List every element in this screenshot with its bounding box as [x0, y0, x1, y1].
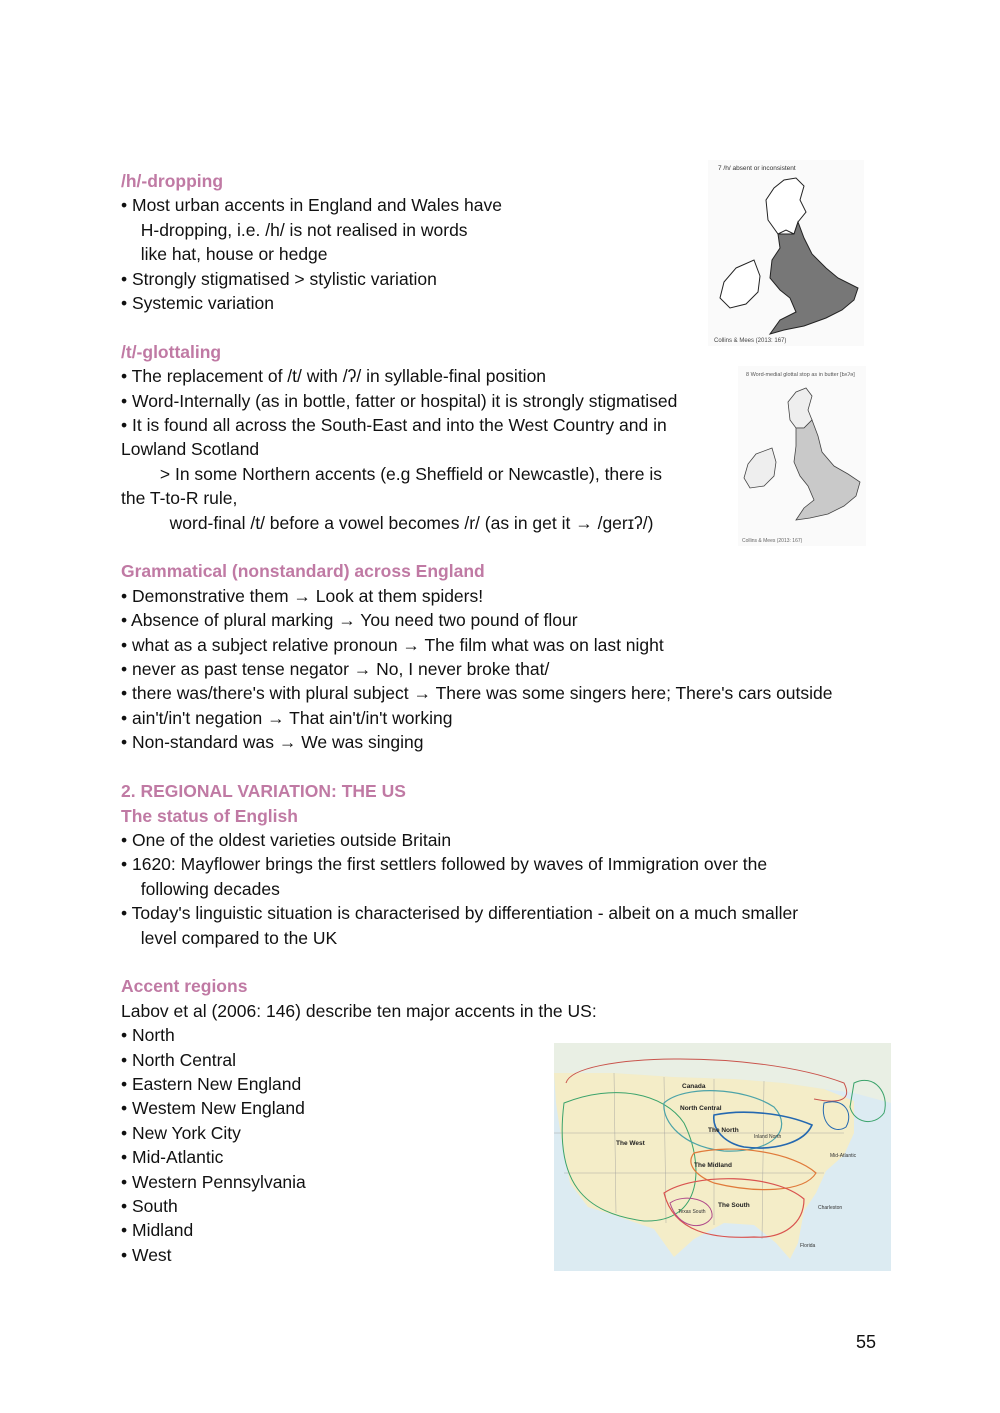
map-label: The West: [616, 1140, 645, 1147]
map-label: North Central: [680, 1105, 722, 1112]
h-dropping-line: like hat, house or hedge: [131, 244, 328, 264]
grammatical-line: • Non-standard was → We was singing: [121, 732, 424, 752]
accent-list-item: • South: [121, 1196, 178, 1216]
t-glottaling-line: • The replacement of /t/ with /ʔ/ in syllable-final position: [121, 366, 547, 386]
t-glottaling-line: • Word-Internally (as in bottle, fatter or hospital) it is strongly stigmatised: [121, 391, 678, 411]
grammatical-line: • what as a subject relative pronoun → The film what was on last night: [121, 635, 664, 655]
us-status-line: • Today's linguistic situation is characterised by differentiation - albeit on a much smaller: [121, 903, 799, 923]
map-label: Charleston: [818, 1205, 843, 1211]
grammatical-line: • ain't/in't negation → That ain't/in't working: [121, 708, 453, 728]
accent-list-item: • North Central: [121, 1050, 237, 1070]
h-dropping-line: • Most urban accents in England and Wales have: [121, 195, 502, 215]
accent-list-item: • North: [121, 1025, 175, 1045]
us-accent-map-figure: [554, 1043, 891, 1271]
t-glottaling-line: • It is found all across the South-East and into the West Country and in: [121, 415, 667, 435]
accent-list-item: • Westem New England: [121, 1098, 305, 1118]
h-dropping-line: • Systemic variation: [121, 293, 274, 313]
us-section-heading: 2. REGIONAL VARIATION: THE US: [121, 781, 406, 801]
map-label: Texas South: [678, 1209, 706, 1215]
accent-list-item: • Western Pennsylvania: [121, 1172, 306, 1192]
accent-list-item: • New York City: [121, 1123, 241, 1143]
accent-list-item: • West: [121, 1245, 172, 1265]
t-glottaling-title: /t/-glottaling: [121, 342, 222, 362]
map-label: Canada: [682, 1083, 706, 1090]
accent-regions-intro: Labov et al (2006: 146) describe ten major accents in the US:: [121, 1001, 597, 1021]
map-label: The South: [718, 1202, 750, 1209]
map-label: Inland North: [754, 1134, 782, 1140]
grammatical-title: Grammatical (nonstandard) across England: [121, 561, 485, 581]
figure-caption: 8 Word-medial glottal stop as in butter [bʌʔə]: [746, 372, 855, 378]
map-label: The North: [708, 1127, 739, 1134]
t-glottaling-line: the T-to-R rule,: [121, 488, 238, 508]
us-status-line: • 1620: Mayflower brings the first settlers followed by waves of Immigration over the: [121, 854, 768, 874]
grammatical-line: • Absence of plural marking → You need two pound of flour: [121, 610, 578, 630]
us-status-line: • One of the oldest varieties outside Britain: [121, 830, 452, 850]
map-label: Florida: [800, 1243, 816, 1249]
figure-caption: 7 /h/ absent or inconsistent: [718, 165, 796, 172]
t-glottaling-line: Lowland Scotland: [121, 439, 260, 459]
grammatical-line: • Demonstrative them → Look at them spiders!: [121, 586, 484, 606]
figure-credit: Collins & Mees (2013: 167): [742, 538, 803, 544]
t-glottaling-line: > In some Northern accents (e.g Sheffield or Newcastle), there is: [121, 464, 662, 484]
t-glottaling-line: word-final /t/ before a vowel becomes /r/ (as in get it → /gerɪʔ/): [121, 513, 654, 533]
accent-regions-title: Accent regions: [121, 976, 248, 996]
page-number: 55: [856, 1332, 877, 1352]
accent-list-item: • Eastern New England: [121, 1074, 302, 1094]
accent-list-item: • Mid-Atlantic: [121, 1147, 224, 1167]
us-status-line: following decades: [131, 879, 280, 899]
map-label: Mid-Atlantic: [830, 1153, 857, 1159]
uk-map-h-dropping-figure: [708, 160, 864, 346]
accent-list-item: • Midland: [121, 1220, 194, 1240]
grammatical-line: • never as past tense negator → No, I never broke that/: [121, 659, 550, 679]
h-dropping-line: H-dropping, i.e. /h/ is not realised in words: [131, 220, 468, 240]
map-label: The Midland: [694, 1162, 732, 1169]
uk-map-glottal-stop-figure: [738, 366, 866, 546]
h-dropping-line: • Strongly stigmatised > stylistic variation: [121, 269, 437, 289]
grammatical-line: • there was/there's with plural subject → There was some singers here; There's cars outside: [121, 683, 833, 703]
figure-credit: Collins & Mees (2013: 167): [714, 338, 787, 344]
status-of-english-title: The status of English: [121, 806, 298, 826]
us-status-line: level compared to the UK: [131, 928, 338, 948]
h-dropping-title: /h/-dropping: [121, 171, 224, 191]
